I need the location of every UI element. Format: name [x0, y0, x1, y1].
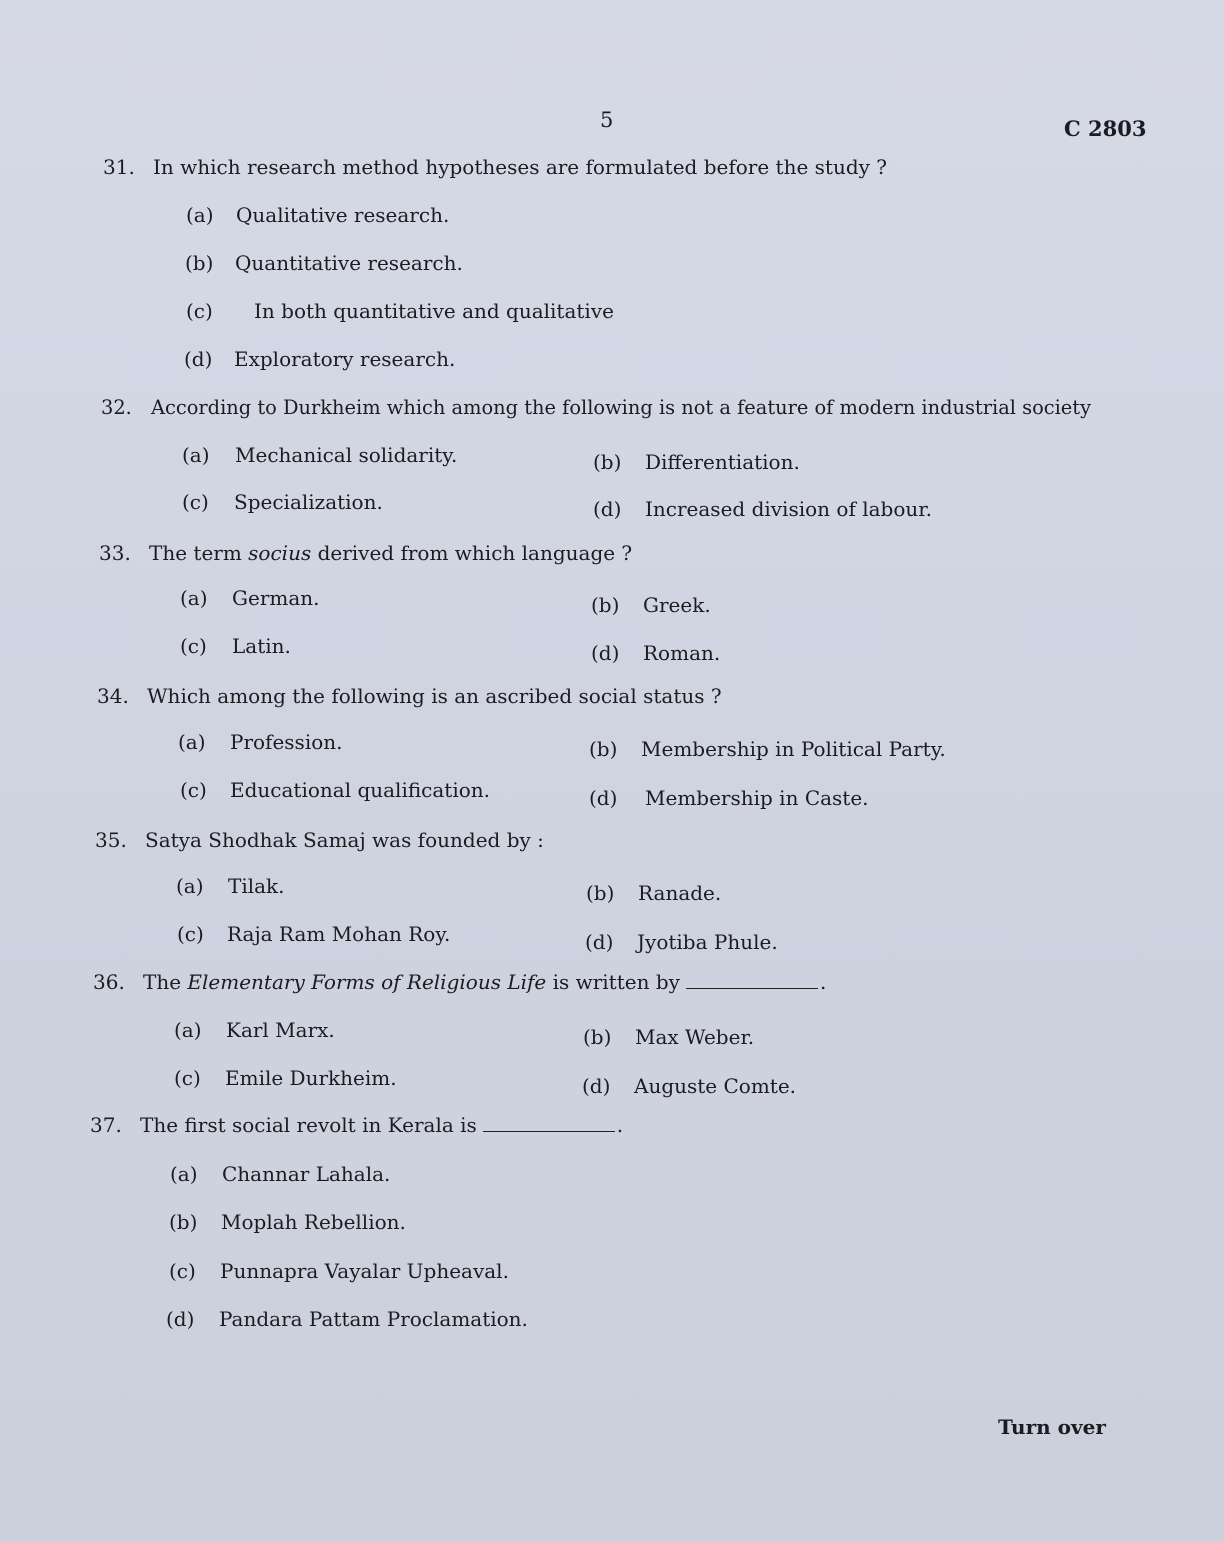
option-36-d	[582, 1074, 796, 1098]
option-33-b	[591, 593, 711, 617]
question-text: The first social revolt in Kerala is	[140, 1113, 477, 1137]
option-label: (b)	[593, 450, 622, 474]
option-label: (a)	[170, 1162, 198, 1186]
option-35-b	[586, 881, 721, 905]
option-31-a	[186, 203, 449, 227]
question-text: In which research method hypotheses are formulated before the study ?	[153, 155, 888, 179]
option-label: (c)	[186, 299, 213, 323]
question-text: Which among the following is an ascribed social status ?	[147, 684, 722, 708]
option-label: (b)	[169, 1210, 198, 1234]
option-label: (c)	[169, 1259, 196, 1283]
option-text: Exploratory research.	[234, 347, 456, 371]
question-36	[93, 970, 826, 994]
option-32-b	[593, 450, 800, 474]
page-number: 5	[600, 108, 614, 132]
option-text: Greek.	[643, 593, 711, 617]
option-label: (a)	[178, 730, 206, 754]
question-number: 34.	[97, 684, 129, 708]
option-text: Jyotiba Phule.	[637, 930, 778, 954]
option-text: Quantitative research.	[235, 251, 463, 275]
turn-over-note: Turn over	[998, 1415, 1106, 1439]
option-label: (c)	[182, 490, 209, 514]
option-label: (d)	[591, 641, 620, 665]
option-35-a	[176, 874, 285, 898]
option-label: (d)	[582, 1074, 611, 1098]
question-text: Satya Shodhak Samaj was founded by :	[145, 828, 544, 852]
option-34-a	[178, 730, 343, 754]
option-36-b	[583, 1025, 754, 1049]
option-label: (a)	[186, 203, 214, 227]
option-label: (b)	[591, 593, 620, 617]
question-number: 36.	[93, 970, 125, 994]
option-37-b	[169, 1210, 406, 1234]
option-35-c	[177, 922, 450, 946]
option-32-a	[182, 443, 457, 467]
option-text: Qualitative research.	[236, 203, 450, 227]
option-text: Mechanical solidarity.	[235, 443, 458, 467]
option-36-a	[174, 1018, 335, 1042]
option-text: Punnapra Vayalar Upheaval.	[220, 1259, 509, 1283]
question-33	[99, 541, 632, 565]
question-text-period: .	[616, 1113, 624, 1137]
option-34-c	[180, 778, 490, 802]
option-label: (b)	[586, 881, 615, 905]
option-text: Membership in Political Party.	[641, 737, 946, 761]
option-text: Latin.	[232, 634, 291, 658]
option-label: (d)	[589, 786, 618, 810]
option-label: (a)	[182, 443, 210, 467]
option-37-c	[169, 1259, 509, 1283]
option-31-b	[185, 251, 463, 275]
option-text: Roman.	[643, 641, 721, 665]
option-label: (b)	[185, 251, 214, 275]
question-number: 33.	[99, 541, 131, 565]
question-number: 35.	[95, 828, 127, 852]
option-text: Karl Marx.	[226, 1018, 335, 1042]
option-36-c	[174, 1066, 397, 1090]
option-label: (c)	[180, 778, 207, 802]
option-label: (a)	[174, 1018, 202, 1042]
option-label: (d)	[184, 347, 213, 371]
question-number: 32.	[101, 396, 132, 419]
question-37	[90, 1113, 623, 1137]
question-text-period: .	[819, 970, 827, 994]
answer-blank	[483, 1131, 615, 1132]
option-text: Ranade.	[638, 881, 722, 905]
option-label: (c)	[180, 634, 207, 658]
question-text-end: derived from which language ?	[311, 541, 633, 565]
question-number: 37.	[90, 1113, 122, 1137]
option-label: (d)	[166, 1307, 195, 1331]
option-label: (a)	[180, 586, 208, 610]
option-37-a	[170, 1162, 390, 1186]
option-32-d	[593, 497, 932, 521]
question-number: 31.	[103, 155, 135, 179]
option-label: (c)	[174, 1066, 201, 1090]
option-31-c	[186, 299, 614, 323]
option-label: (c)	[177, 922, 204, 946]
option-label: (b)	[583, 1025, 612, 1049]
option-35-d	[585, 930, 778, 954]
option-31-d	[184, 347, 455, 371]
option-text: Differentiation.	[645, 450, 800, 474]
option-34-d	[589, 786, 869, 810]
option-text: Membership in Caste.	[645, 786, 869, 810]
option-text: Emile Durkheim.	[225, 1066, 397, 1090]
question-text-start: The	[143, 970, 188, 994]
question-35	[95, 828, 544, 852]
question-text-end: is written by	[546, 970, 680, 994]
question-34	[97, 684, 722, 708]
option-label: (b)	[589, 737, 618, 761]
option-text: In both quantitative and qualitative	[254, 299, 614, 323]
question-text-start: The term	[149, 541, 249, 565]
option-label: (d)	[585, 930, 614, 954]
option-label: (d)	[593, 497, 622, 521]
option-34-b	[589, 737, 946, 761]
option-text: Increased division of labour.	[645, 497, 932, 521]
question-text-italic: Elementary Forms of Religious Life	[187, 970, 547, 994]
option-text: Raja Ram Mohan Roy.	[227, 922, 451, 946]
option-text: Channar Lahala.	[222, 1162, 391, 1186]
option-text: German.	[232, 586, 320, 610]
option-33-c	[180, 634, 291, 658]
option-label: (a)	[176, 874, 204, 898]
option-text: Profession.	[230, 730, 343, 754]
option-37-d	[166, 1307, 528, 1331]
question-text-italic: socius	[248, 541, 312, 565]
option-33-d	[591, 641, 720, 665]
option-text: Pandara Pattam Proclamation.	[219, 1307, 528, 1331]
answer-blank	[686, 988, 818, 989]
question-text: According to Durkheim which among the following is not a feature of modern industrial society	[151, 396, 1092, 419]
option-text: Moplah Rebellion.	[221, 1210, 406, 1234]
option-32-c	[182, 490, 383, 514]
paper-code: C 2803	[1064, 116, 1147, 141]
option-text: Educational qualification.	[230, 778, 491, 802]
option-text: Max Weber.	[635, 1025, 755, 1049]
option-text: Specialization.	[234, 490, 383, 514]
option-text: Auguste Comte.	[634, 1074, 797, 1098]
question-32	[101, 396, 1091, 419]
option-text: Tilak.	[228, 874, 285, 898]
question-31	[103, 155, 887, 179]
option-33-a	[180, 586, 320, 610]
